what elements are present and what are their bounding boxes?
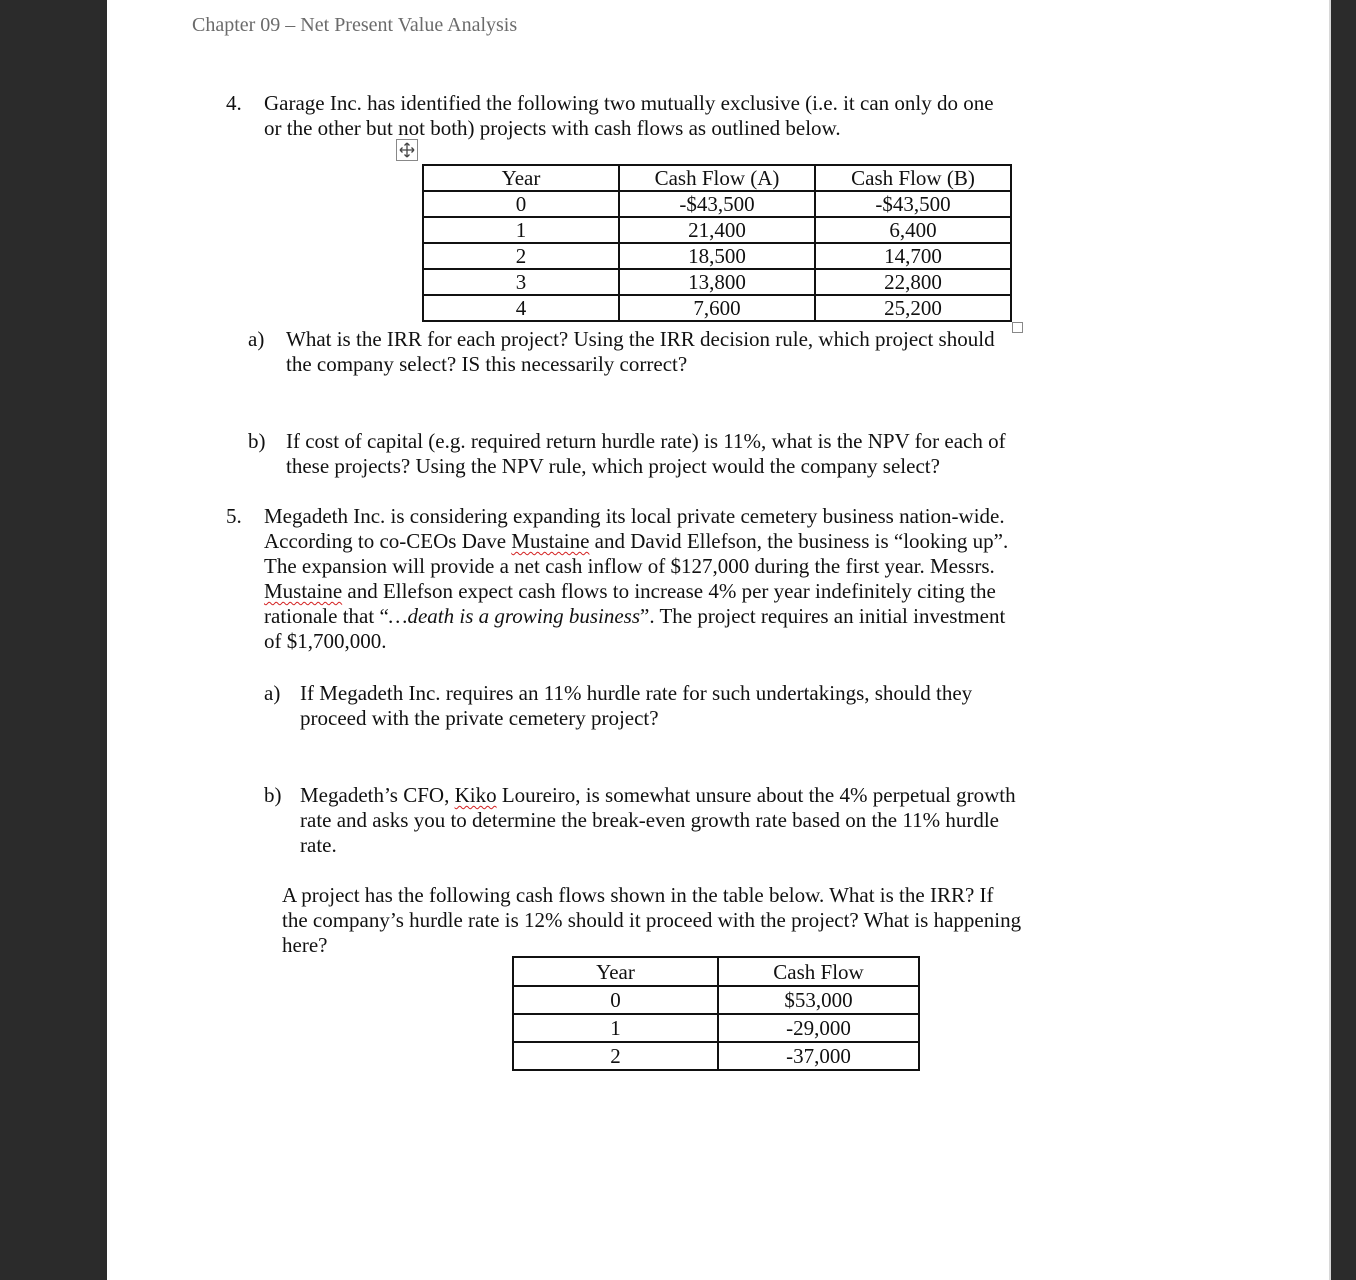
- cell-year: 0: [423, 191, 619, 217]
- q5-line2: According to co-CEOs Dave Mustaine and David Ellefson, the business is “looking up”.: [264, 529, 1009, 553]
- q6-cash-flow-table: [512, 956, 920, 1071]
- q5-line5: rationale that “…death is a growing business”. The project requires an initial investment: [264, 604, 1006, 628]
- table-header-row: [423, 165, 1011, 191]
- cell-cash-flow-b: -$43,500: [815, 191, 1011, 217]
- question-4-number: 4.: [226, 91, 242, 115]
- q5b-text: [300, 783, 1042, 858]
- cell-cash-flow-a: 13,800: [619, 269, 815, 295]
- cell-cash-flow: $53,000: [718, 986, 919, 1014]
- cell-cash-flow-a: -$43,500: [619, 191, 815, 217]
- question-5-text: [264, 504, 1042, 654]
- table-row: [513, 1042, 919, 1070]
- cell-year: 1: [423, 217, 619, 243]
- q4a-line2: the company select? IS this necessarily correct?: [286, 351, 688, 376]
- cell-year: 2: [513, 1042, 718, 1070]
- page-header: Chapter 09 – Net Present Value Analysis: [192, 14, 518, 36]
- q5-line3: The expansion will provide a net cash inflow of $127,000 during the first year. Messrs.: [264, 554, 995, 578]
- cell-cash-flow: -37,000: [718, 1042, 919, 1070]
- table-row: [423, 295, 1011, 321]
- cell-cash-flow-b: 14,700: [815, 243, 1011, 269]
- q4a-label: a): [248, 327, 265, 351]
- table-move-handle[interactable]: [396, 139, 418, 161]
- table-row: [513, 986, 919, 1014]
- q5-line1: Megadeth Inc. is considering expanding its local private cemetery business nation-wide.: [264, 504, 1005, 528]
- cell-cash-flow-a: 21,400: [619, 217, 815, 243]
- cell-year: 4: [423, 295, 619, 321]
- q5a-text: [300, 681, 1042, 730]
- q5b-label: b): [264, 783, 282, 807]
- spellcheck-name[interactable]: Mustaine: [264, 579, 343, 603]
- q6-line3: here?: [282, 933, 328, 957]
- q4b-line2: these projects? Using the NPV rule, which project would the company select?: [286, 453, 940, 478]
- cell-year: 0: [513, 986, 718, 1014]
- cell-cash-flow-a: 18,500: [619, 243, 815, 269]
- q5b-line2: rate and asks you to determine the break-even growth rate based on the 11% hurdle: [300, 808, 999, 832]
- q4b-line1: If cost of capital (e.g. required return hurdle rate) is 11%, what is the NPV for each of: [286, 429, 1006, 453]
- table-header-row: [513, 957, 919, 986]
- q4b-text: [286, 429, 1042, 478]
- q5b-line1: Megadeth’s CFO, Kiko Loureiro, is somewhat unsure about the 4% perpetual growth: [300, 783, 1016, 807]
- col-header-year: Year: [423, 165, 619, 191]
- cell-cash-flow-b: 22,800: [815, 269, 1011, 295]
- q5a-label: a): [264, 681, 281, 705]
- table-row: [513, 1014, 919, 1042]
- q6-line2: the company’s hurdle rate is 12% should it proceed with the project? What is happening: [282, 908, 1022, 932]
- table-row: [423, 269, 1011, 295]
- q4-intro-line1: Garage Inc. has identified the following two mutually exclusive (i.e. it can only do one: [264, 91, 994, 115]
- cell-year: 2: [423, 243, 619, 269]
- q5a-line2: proceed with the private cemetery project?: [300, 705, 659, 730]
- col-header-cash-flow: Cash Flow: [718, 957, 919, 986]
- q4-cash-flow-table: [422, 164, 1012, 322]
- cell-cash-flow-b: 25,200: [815, 295, 1011, 321]
- spellcheck-name[interactable]: Kiko: [454, 783, 497, 807]
- q4a-line1: What is the IRR for each project? Using the IRR decision rule, which project should: [286, 327, 995, 351]
- table-row: [423, 217, 1011, 243]
- spellcheck-name[interactable]: Mustaine: [511, 529, 590, 553]
- question-4-intro: [264, 91, 1042, 140]
- table-row: [423, 191, 1011, 217]
- q5a-line1: If Megadeth Inc. requires an 11% hurdle rate for such undertakings, should they: [300, 681, 973, 705]
- q4a-text: [286, 327, 1042, 376]
- cell-year: 3: [423, 269, 619, 295]
- cell-cash-flow-a: 7,600: [619, 295, 815, 321]
- table-row: [423, 243, 1011, 269]
- col-header-cash-flow-b: Cash Flow (B): [815, 165, 1011, 191]
- question-5-number: 5.: [226, 504, 242, 528]
- document-page: [107, 0, 1329, 1280]
- q4-intro-line2: or the other but not both) projects with cash flows as outlined below.: [264, 115, 841, 140]
- col-header-year: Year: [513, 957, 718, 986]
- q5-line4: Mustaine and Ellefson expect cash flows to increase 4% per year indefinitely citing the: [264, 579, 996, 603]
- page-edge: [1329, 0, 1331, 1280]
- q4b-label: b): [248, 429, 266, 453]
- col-header-cash-flow-a: Cash Flow (A): [619, 165, 815, 191]
- q5b-line3: rate.: [300, 833, 337, 857]
- cell-year: 1: [513, 1014, 718, 1042]
- question-6-text: [282, 883, 1042, 958]
- q5-line6: of $1,700,000.: [264, 629, 387, 653]
- q6-line1: A project has the following cash flows shown in the table below. What is the IRR? If: [282, 883, 994, 907]
- move-icon: [399, 142, 415, 158]
- cell-cash-flow-b: 6,400: [815, 217, 1011, 243]
- cell-cash-flow: -29,000: [718, 1014, 919, 1042]
